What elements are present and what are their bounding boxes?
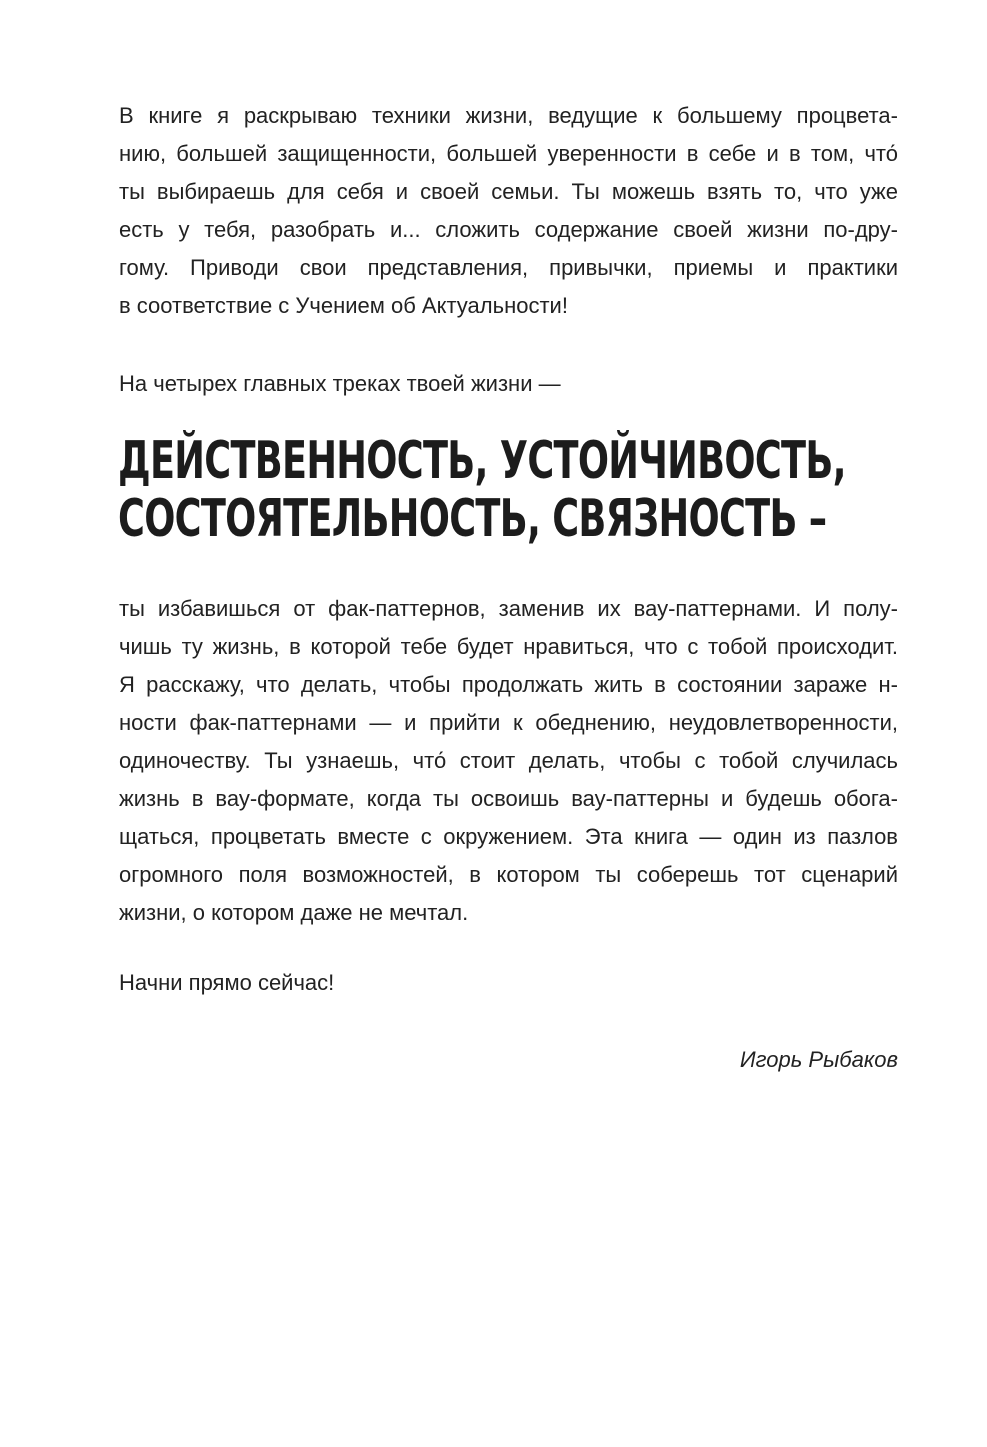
call-to-action bbox=[119, 964, 898, 1002]
body-line: ты избавишься от фак-паттернов, заменив их вау-паттернами. И полу- bbox=[119, 596, 898, 621]
call-to-action-text: Начни прямо сейчас! bbox=[119, 970, 335, 995]
body-line: ности фак-паттернами — и прийти к обеднению, неудовлетворенности, bbox=[119, 710, 898, 735]
intro-line: гому. Приводи свои представления, привычки, приемы и практики bbox=[119, 255, 898, 280]
heading-line: ДЕЙСТВЕННОСТЬ, УСТОЙЧИВОСТЬ, bbox=[118, 431, 846, 491]
intro-paragraph bbox=[119, 97, 898, 325]
body-line: одиночеству. Ты узнаешь, что́ стоит делать, чтобы с тобой случилась bbox=[119, 748, 898, 773]
intro-line: нию, большей защищенности, большей уверенности в себе и в том, что́ bbox=[119, 141, 898, 166]
intro-line: В книге я раскрываю техники жизни, ведущие к большему процвета- bbox=[119, 103, 898, 128]
body-line: чишь ту жизнь, в которой тебе будет нравиться, что с тобой происходит. bbox=[119, 634, 898, 659]
body-line: Я расскажу, что делать, чтобы продолжать жить в состоянии зараже н- bbox=[119, 672, 898, 697]
body-line: огромного поля возможностей, в котором ты соберешь тот сценарий bbox=[119, 862, 898, 887]
lead-in-text: На четырех главных треках твоей жизни — bbox=[119, 371, 561, 396]
body-line: жизнь в вау-формате, когда ты освоишь вау-паттерны и будешь обога- bbox=[119, 786, 898, 811]
body-paragraph bbox=[119, 590, 898, 932]
intro-line: ты выбираешь для себя и своей семьи. Ты можешь взять то, что уже bbox=[119, 179, 898, 204]
heading-line: СОСТОЯТЕЛЬНОСТЬ, СВЯЗНОСТЬ – bbox=[118, 489, 827, 549]
tracks-heading bbox=[118, 432, 898, 548]
author-signature: Игорь Рыбаков bbox=[739, 1047, 898, 1072]
body-line: щаться, процветать вместе с окружением. Эта книга — один из пазлов bbox=[119, 824, 898, 849]
body-line: жизни, о котором даже не мечтал. bbox=[119, 900, 469, 925]
intro-line: в соответствие с Учением об Актуальности! bbox=[119, 293, 568, 318]
lead-in-paragraph bbox=[119, 365, 898, 403]
intro-line: есть у тебя, разобрать и... сложить содержание своей жизни по-дру- bbox=[119, 217, 898, 242]
